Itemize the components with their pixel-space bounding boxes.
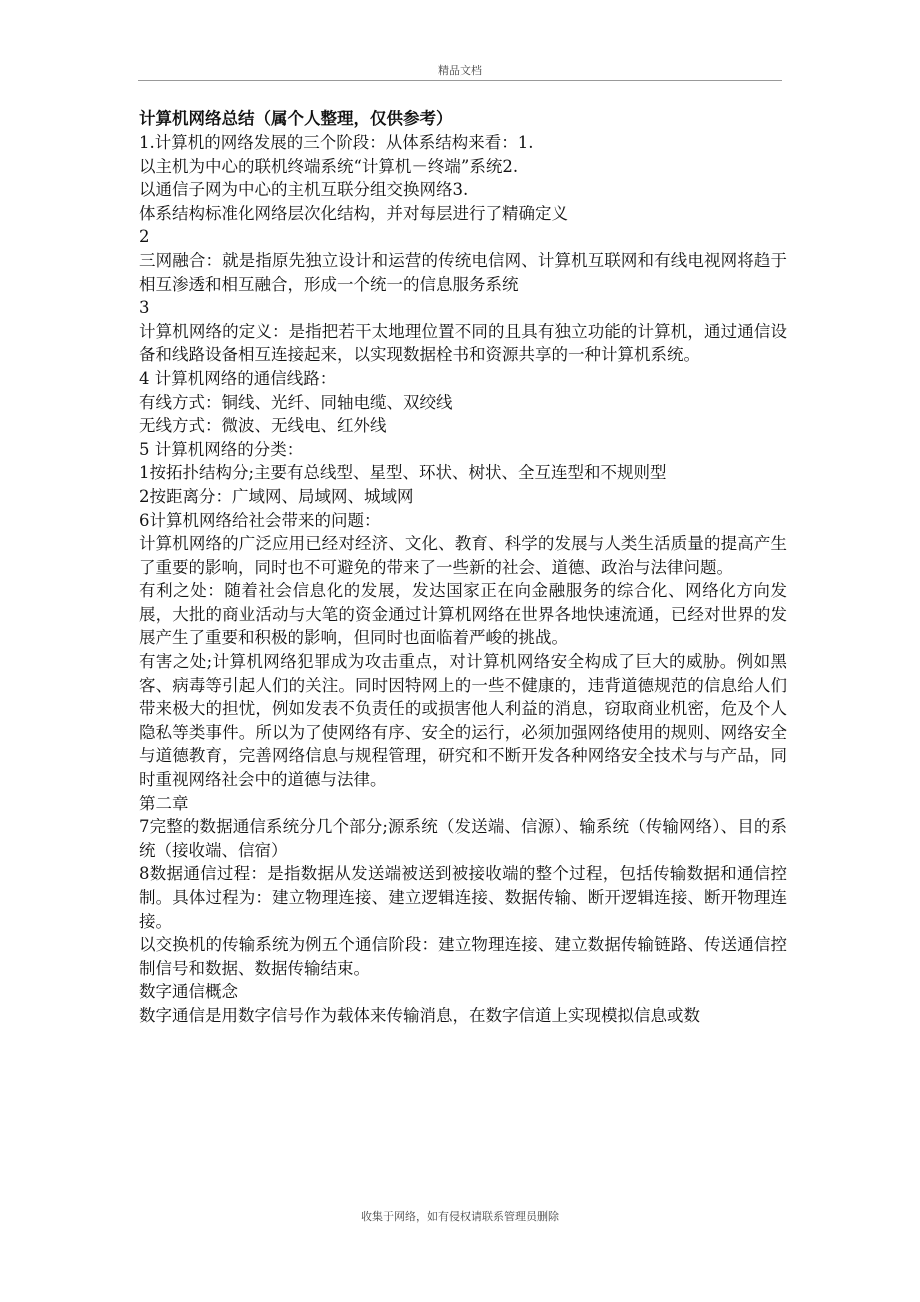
text-line: 6计算机网络给社会带来的问题：: [139, 510, 381, 530]
text-line: 以主机为中心的联机终端系统“计算机－终端”系统2.: [139, 156, 519, 176]
paragraph: 以交换机的传输系统为例五个通信阶段：建立物理连接、建立数据传输链路、传送通信控制信号和数据、数据传输结束。: [139, 935, 787, 978]
text-line: 数字通信概念: [139, 982, 238, 1002]
section-number: 3: [139, 298, 150, 318]
text-line: 数字通信是用数字信号作为载体来传输消息，在数字信道上实现模拟信息或数: [139, 1005, 700, 1025]
text-line: 1.计算机的网络发展的三个阶段：从体系结构来看：1.: [139, 133, 534, 152]
header-divider: [138, 80, 782, 81]
paragraph: 三网融合：就是指原先独立设计和运营的传统电信网、计算机互联网和有线电视网将趋于相互渗透和相互融合，形成一个统一的信息服务系统: [139, 250, 787, 294]
text-line: 有线方式：铜线、光纤、同轴电缆、双绞线: [139, 392, 453, 412]
page-header: 精品文档: [438, 64, 482, 77]
section-number: 2: [139, 227, 150, 247]
text-line: 1按拓扑结构分;主要有总线型、星型、环状、树状、全互连型和不规则型: [139, 463, 667, 483]
page-footer: 收集于网络，如有侵权请联系管理员删除: [361, 1210, 559, 1223]
text-line: 5 计算机网络的分类：: [139, 439, 304, 459]
paragraph: 7完整的数据通信系统分几个部分;源系统（发送端、信源）、输系统（传输网络）、目的系统（接收端、信宿）: [139, 817, 787, 860]
paragraph: 8数据通信过程：是指数据从发送端被送到被接收端的整个过程，包括传输数据和通信控制。具体过程为：建立物理连接、建立逻辑连接、数据传输、断开逻辑连接、断开物理连接。: [139, 864, 787, 931]
text-line: 无线方式：微波、无线电、红外线: [139, 416, 387, 436]
text-line: 以通信子网为中心的主机互联分组交换网络3.: [139, 180, 469, 200]
text-line: 体系结构标准化网络层次化结构，并对每层进行了精确定义: [139, 203, 568, 223]
paragraph: 计算机网络的广泛应用已经对经济、文化、教育、科学的发展与人类生活质量的提高产生了重要的影响，同时也不可避免的带来了一些新的社会、道德、政治与法律问题。: [139, 534, 787, 577]
document-body: [139, 107, 787, 1028]
document-title: 计算机网络总结（属个人整理，仅供参考）: [139, 109, 453, 128]
chapter-heading: 第二章: [139, 793, 189, 813]
paragraph: 有害之处;计算机网络犯罪成为攻击重点，对计算机网络安全构成了巨大的威胁。例如黑客、病毒等引起人们的关注。同时因特网上的一些不健康的，违背道德规范的信息给人们带来极大的担忧，例如发表不负责任的或损害他人利益的消息，窃取商业机密，危及个人隐私等类事件。所以为了使网络有序、安全的运行，必须加强网络使用的规则、网络安全与道德教育，完善网络信息与规程管理，研究和不断开发各种网络安全技术与与产品，同时重视网络社会中的道德与法律。: [139, 652, 787, 790]
paragraph: 有利之处：随着社会信息化的发展，发达国家正在向金融服务的综合化、网络化方向发展，大批的商业活动与大笔的资金通过计算机网络在世界各地快速流通，已经对世界的发展产生了重要和积极的影响，但同时也面临着严峻的挑战。: [139, 581, 787, 648]
text-line: 2按距离分：广域网、局域网、城域网: [139, 486, 414, 506]
text-line: 4 计算机网络的通信线路：: [139, 368, 337, 388]
paragraph: 计算机网络的定义：是指把若干太地理位置不同的且具有独立功能的计算机，通过通信设备和线路设备相互连接起来，以实现数据栓书和资源共享的一种计算机系统。: [139, 321, 787, 365]
